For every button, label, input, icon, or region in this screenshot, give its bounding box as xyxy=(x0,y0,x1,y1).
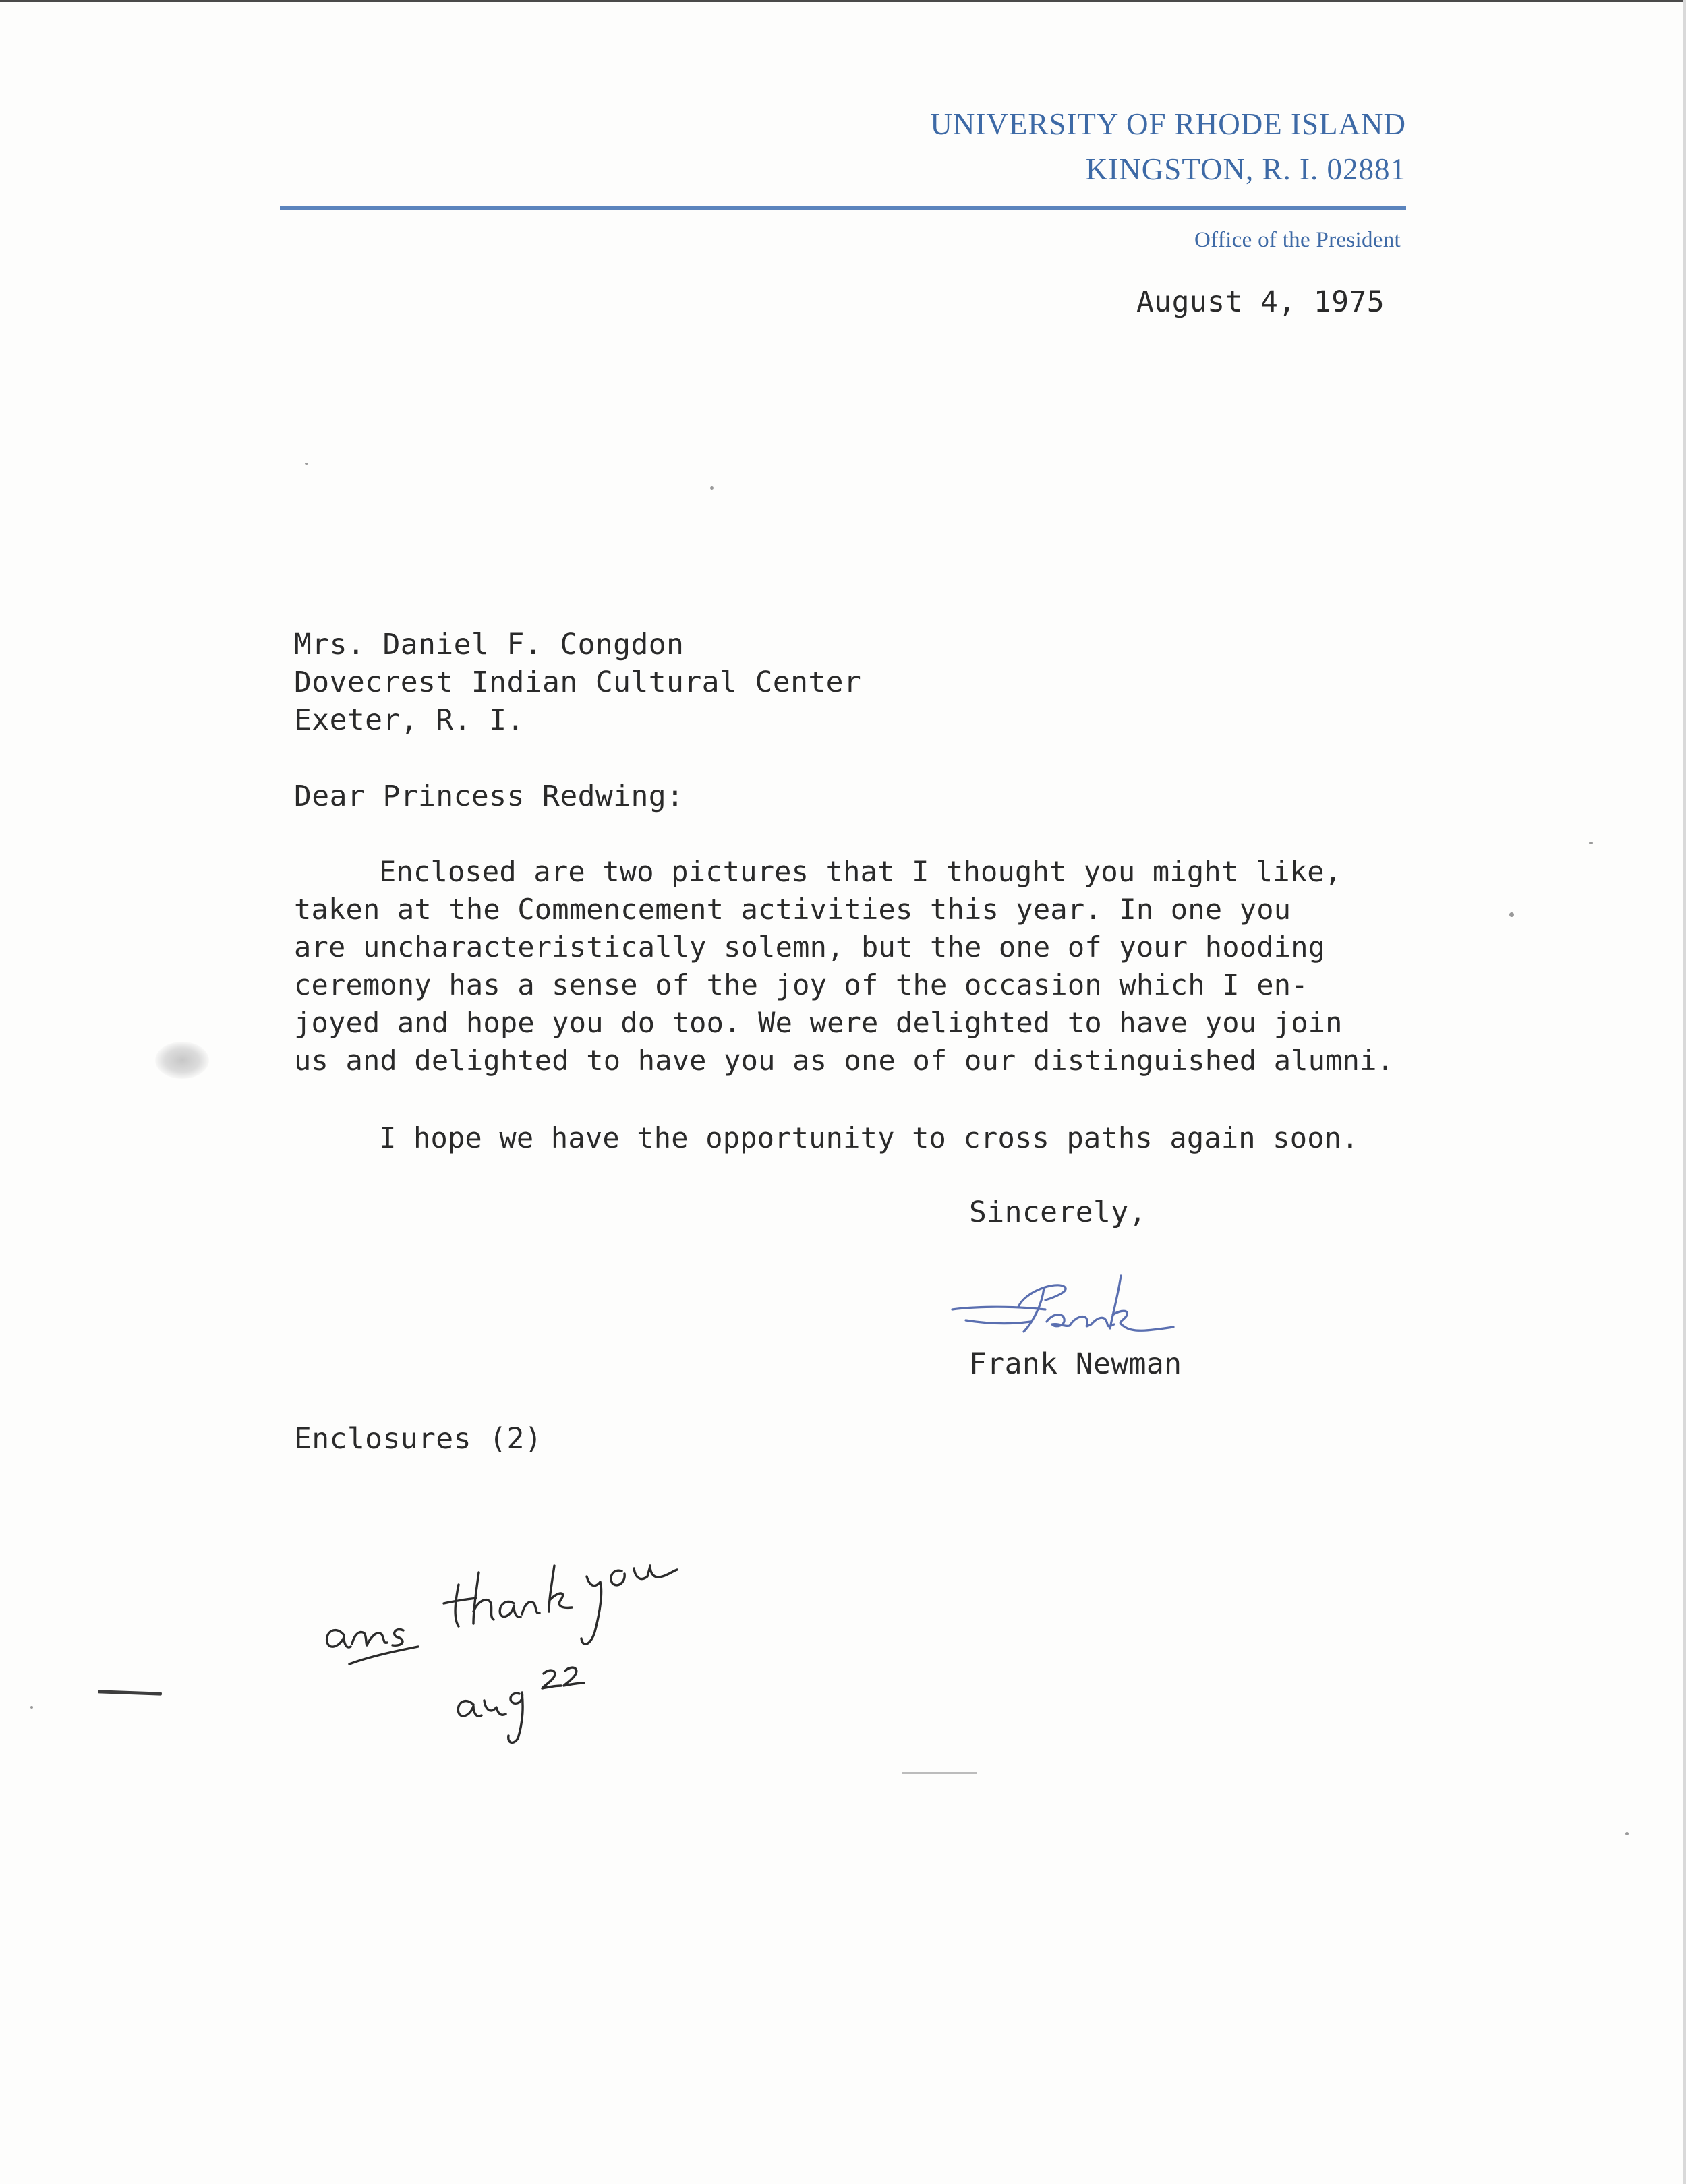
handwritten-signature xyxy=(944,1268,1194,1355)
scan-speck xyxy=(710,486,714,490)
letter-date: August 4, 1975 xyxy=(1136,285,1385,319)
scan-smudge xyxy=(155,1042,209,1079)
paragraph-line: taken at the Commencement activities this year. In one you xyxy=(294,893,1291,926)
recipient-name: Mrs. Daniel F. Congdon xyxy=(294,628,685,661)
paragraph-line: are uncharacteristically solemn, but the one of your hooding xyxy=(294,931,1326,964)
paragraph-line: I hope we have the opportunity to cross paths again soon. xyxy=(379,1121,1359,1154)
letterhead-divider xyxy=(280,206,1406,210)
letterhead-location: KINGSTON, R. I. 02881 xyxy=(1085,152,1406,186)
body-paragraph-2 xyxy=(294,1119,1359,1157)
scan-speck xyxy=(305,463,308,465)
scan-faint-mark xyxy=(902,1772,977,1774)
paragraph-line: ceremony has a sense of the joy of the occasion which I en- xyxy=(294,968,1308,1001)
scan-speck xyxy=(1625,1832,1629,1835)
recipient-organization: Dovecrest Indian Cultural Center xyxy=(294,666,862,699)
handwritten-note xyxy=(317,1524,789,1746)
scan-speck xyxy=(1589,842,1593,844)
letterhead-institution: UNIVERSITY OF RHODE ISLAND xyxy=(930,107,1406,141)
paragraph-line: us and delighted to have you as one of our distinguished alumni. xyxy=(294,1044,1395,1077)
body-paragraph-1 xyxy=(294,853,1394,1080)
scan-speck xyxy=(1509,912,1514,917)
letterhead-office: Office of the President xyxy=(1194,228,1401,252)
enclosures-note: Enclosures (2) xyxy=(294,1422,543,1456)
scan-top-edge xyxy=(0,0,1686,2)
scan-pen-mark xyxy=(98,1690,162,1695)
scan-right-edge xyxy=(1683,0,1686,2184)
paragraph-line: Enclosed are two pictures that I thought you might like, xyxy=(379,855,1342,888)
scan-speck xyxy=(30,1706,33,1709)
salutation: Dear Princess Redwing: xyxy=(294,779,685,813)
signer-name: Frank Newman xyxy=(969,1347,1182,1381)
closing: Sincerely, xyxy=(969,1196,1146,1229)
paragraph-line: joyed and hope you do too. We were delighted to have you join xyxy=(294,1006,1343,1039)
recipient-city: Exeter, R. I. xyxy=(294,703,525,737)
